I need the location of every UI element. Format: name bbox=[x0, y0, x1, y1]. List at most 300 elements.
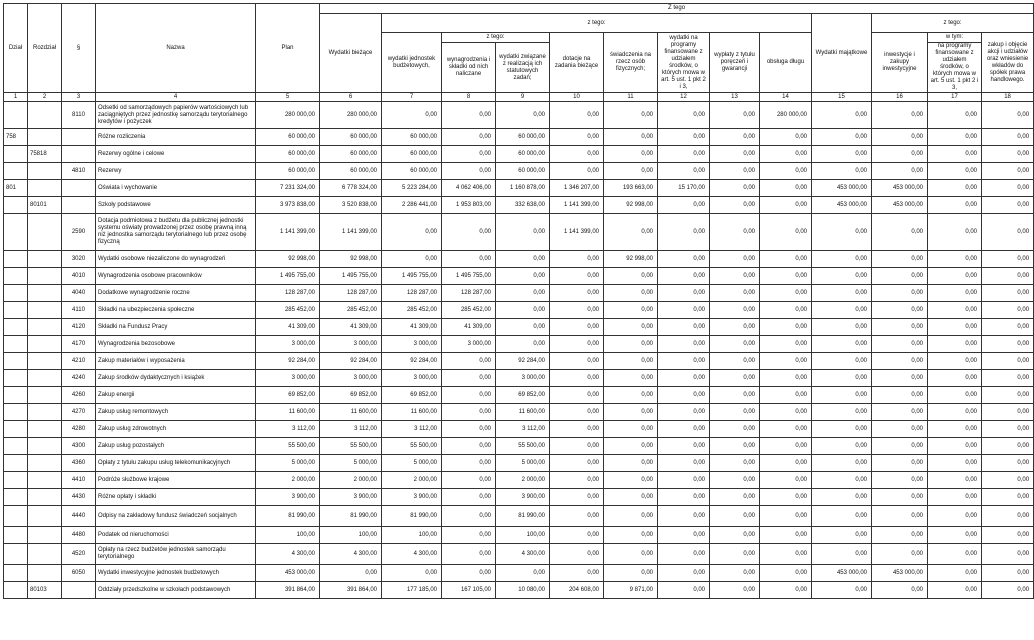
cell-value: 0,00 bbox=[710, 268, 760, 285]
cell-value: 0,00 bbox=[658, 102, 710, 129]
cell-value: 0,00 bbox=[710, 544, 760, 565]
cell-value: 1 495 755,00 bbox=[320, 268, 382, 285]
cell-value: 0,00 bbox=[760, 527, 812, 544]
cell-value: 0,00 bbox=[812, 404, 872, 421]
cell-value: 0,00 bbox=[928, 527, 982, 544]
cell-value: 0,00 bbox=[928, 438, 982, 455]
cell-value: 0,00 bbox=[496, 214, 550, 251]
cell-value: 332 638,00 bbox=[496, 197, 550, 214]
cell-value: 41 309,00 bbox=[442, 319, 496, 336]
cell-value: 0,00 bbox=[812, 319, 872, 336]
header-wydatki-jednostek: wydatki jednostek budżetowych, bbox=[382, 33, 442, 93]
cell-value: 0,00 bbox=[658, 506, 710, 527]
table-row bbox=[4, 582, 1034, 599]
cell-value: 60 000,00 bbox=[320, 163, 382, 180]
cell-value: 5 000,00 bbox=[320, 455, 382, 472]
budget-table-sheet bbox=[3, 3, 1034, 599]
cell-value: 0,00 bbox=[928, 565, 982, 582]
column-number: 12 bbox=[658, 93, 710, 102]
cell-value: 0,00 bbox=[928, 129, 982, 146]
cell-value: 60 000,00 bbox=[382, 163, 442, 180]
cell-value: 0,00 bbox=[382, 565, 442, 582]
cell-value: 0,00 bbox=[872, 214, 928, 251]
cell-value: 0,00 bbox=[928, 506, 982, 527]
cell-nazwa: Wydatki osobowe niezaliczone do wynagrodzeń bbox=[96, 251, 256, 268]
cell-value: 0,00 bbox=[982, 582, 1034, 599]
cell-value: 9 871,00 bbox=[604, 582, 658, 599]
table-row bbox=[4, 506, 1034, 527]
cell-value: 60 000,00 bbox=[256, 163, 320, 180]
cell-value: 0,00 bbox=[710, 180, 760, 197]
cell-value: 0,00 bbox=[710, 527, 760, 544]
cell-value: 0,00 bbox=[812, 489, 872, 506]
cell-value: 0,00 bbox=[872, 302, 928, 319]
cell-value: 0,00 bbox=[710, 404, 760, 421]
cell-value: 453 000,00 bbox=[872, 197, 928, 214]
cell-value: 3 112,00 bbox=[382, 421, 442, 438]
cell-rozdzial bbox=[28, 285, 62, 302]
cell-value: 0,00 bbox=[604, 472, 658, 489]
cell-value: 0,00 bbox=[872, 404, 928, 421]
cell-value: 60 000,00 bbox=[382, 146, 442, 163]
cell-value: 0,00 bbox=[604, 489, 658, 506]
cell-value: 0,00 bbox=[658, 472, 710, 489]
cell-value: 0,00 bbox=[812, 455, 872, 472]
cell-paragraf: 4110 bbox=[62, 302, 96, 319]
cell-value: 0,00 bbox=[760, 404, 812, 421]
cell-value: 0,00 bbox=[550, 163, 604, 180]
cell-value: 0,00 bbox=[604, 544, 658, 565]
cell-value: 3 000,00 bbox=[382, 336, 442, 353]
cell-value: 1 495 755,00 bbox=[256, 268, 320, 285]
cell-value: 0,00 bbox=[982, 565, 1034, 582]
cell-value: 0,00 bbox=[760, 438, 812, 455]
cell-value: 0,00 bbox=[604, 455, 658, 472]
cell-value: 0,00 bbox=[872, 455, 928, 472]
cell-value: 15 170,00 bbox=[658, 180, 710, 197]
cell-value: 41 309,00 bbox=[320, 319, 382, 336]
cell-nazwa: Dotacja podmiotowa z budżetu dla publicznej jednostki systemu oświaty prowadzonej przez osobę prawną inną niż jednostka samorządu terytorialnego lub przez osobę fizyczną bbox=[96, 214, 256, 251]
cell-value: 0,00 bbox=[928, 197, 982, 214]
cell-value: 4 300,00 bbox=[496, 544, 550, 565]
cell-paragraf bbox=[62, 129, 96, 146]
cell-value: 2 000,00 bbox=[382, 472, 442, 489]
cell-value: 0,00 bbox=[982, 455, 1034, 472]
cell-value: 0,00 bbox=[658, 404, 710, 421]
cell-value: 0,00 bbox=[550, 404, 604, 421]
column-number: 1 bbox=[4, 93, 28, 102]
cell-rozdzial bbox=[28, 489, 62, 506]
table-row bbox=[4, 387, 1034, 404]
cell-value: 7 231 324,00 bbox=[256, 180, 320, 197]
cell-value: 69 852,00 bbox=[256, 387, 320, 404]
table-row bbox=[4, 404, 1034, 421]
table-row bbox=[4, 285, 1034, 302]
cell-value: 0,00 bbox=[760, 421, 812, 438]
cell-value: 0,00 bbox=[812, 102, 872, 129]
header-swiadczenia: świadczenia na rzecz osób fizycznych; bbox=[604, 33, 658, 93]
cell-value: 5 223 284,00 bbox=[382, 180, 442, 197]
cell-value: 453 000,00 bbox=[812, 197, 872, 214]
cell-paragraf: 4300 bbox=[62, 438, 96, 455]
cell-nazwa: Rezerwy bbox=[96, 163, 256, 180]
cell-value: 453 000,00 bbox=[872, 180, 928, 197]
cell-value: 0,00 bbox=[658, 268, 710, 285]
cell-value: 0,00 bbox=[658, 544, 710, 565]
cell-value: 0,00 bbox=[658, 527, 710, 544]
cell-value: 3 900,00 bbox=[496, 489, 550, 506]
cell-paragraf: 4480 bbox=[62, 527, 96, 544]
table-row bbox=[4, 180, 1034, 197]
header-wynagrodzenia: wynagrodzenia i składki od nich naliczane bbox=[442, 43, 496, 93]
cell-value: 0,00 bbox=[604, 353, 658, 370]
cell-value: 1 141 399,00 bbox=[320, 214, 382, 251]
cell-value: 0,00 bbox=[760, 472, 812, 489]
cell-value: 0,00 bbox=[760, 268, 812, 285]
cell-value: 0,00 bbox=[872, 163, 928, 180]
cell-value: 0,00 bbox=[928, 370, 982, 387]
cell-value: 0,00 bbox=[550, 146, 604, 163]
cell-value: 3 112,00 bbox=[496, 421, 550, 438]
cell-rozdzial bbox=[28, 404, 62, 421]
cell-rozdzial bbox=[28, 163, 62, 180]
cell-nazwa: Różne opłaty i składki bbox=[96, 489, 256, 506]
cell-value: 1 141 399,00 bbox=[256, 214, 320, 251]
cell-value: 2 000,00 bbox=[496, 472, 550, 489]
cell-value: 1 953 803,00 bbox=[442, 197, 496, 214]
cell-value: 0,00 bbox=[442, 527, 496, 544]
cell-rozdzial bbox=[28, 251, 62, 268]
cell-value: 6 778 324,00 bbox=[320, 180, 382, 197]
cell-value: 0,00 bbox=[812, 353, 872, 370]
cell-nazwa: Wynagrodzenia osobowe pracowników bbox=[96, 268, 256, 285]
header-zakup-objecie: zakup i objęcie akcji i udziałów oraz wniesienie wkładów do spółek prawa handlowego. bbox=[982, 33, 1034, 93]
cell-value: 60 000,00 bbox=[256, 129, 320, 146]
cell-value: 0,00 bbox=[872, 268, 928, 285]
cell-value: 69 852,00 bbox=[320, 387, 382, 404]
cell-value: 3 900,00 bbox=[320, 489, 382, 506]
cell-value: 0,00 bbox=[760, 544, 812, 565]
header-z-tego-biezace: z tego: bbox=[382, 14, 812, 33]
cell-value: 0,00 bbox=[760, 163, 812, 180]
cell-value: 0,00 bbox=[604, 421, 658, 438]
cell-value: 128 287,00 bbox=[320, 285, 382, 302]
cell-nazwa: Rezerwy ogólne i celowe bbox=[96, 146, 256, 163]
cell-nazwa: Podróże służbowe krajowe bbox=[96, 472, 256, 489]
cell-value: 0,00 bbox=[872, 472, 928, 489]
cell-value: 0,00 bbox=[760, 565, 812, 582]
cell-value: 0,00 bbox=[658, 336, 710, 353]
table-row bbox=[4, 146, 1034, 163]
cell-nazwa: Podatek od nieruchomości bbox=[96, 527, 256, 544]
cell-value: 204 608,00 bbox=[550, 582, 604, 599]
cell-value: 0,00 bbox=[928, 336, 982, 353]
cell-rozdzial bbox=[28, 527, 62, 544]
cell-rozdzial bbox=[28, 370, 62, 387]
cell-value: 0,00 bbox=[550, 268, 604, 285]
cell-value: 3 900,00 bbox=[382, 489, 442, 506]
cell-value: 0,00 bbox=[982, 163, 1034, 180]
cell-value: 0,00 bbox=[658, 489, 710, 506]
cell-value: 0,00 bbox=[710, 582, 760, 599]
cell-value: 0,00 bbox=[710, 302, 760, 319]
cell-value: 0,00 bbox=[550, 421, 604, 438]
cell-value: 0,00 bbox=[982, 489, 1034, 506]
cell-value: 0,00 bbox=[872, 129, 928, 146]
cell-value: 0,00 bbox=[710, 146, 760, 163]
cell-value: 128 287,00 bbox=[382, 285, 442, 302]
cell-value: 285 452,00 bbox=[382, 302, 442, 319]
header-rozdzial: Rozdział bbox=[28, 4, 62, 93]
cell-value: 0,00 bbox=[550, 302, 604, 319]
cell-value: 193 663,00 bbox=[604, 180, 658, 197]
cell-value: 0,00 bbox=[320, 565, 382, 582]
cell-value: 0,00 bbox=[658, 302, 710, 319]
cell-paragraf: 6050 bbox=[62, 565, 96, 582]
cell-value: 0,00 bbox=[928, 387, 982, 404]
table-row bbox=[4, 163, 1034, 180]
cell-value: 0,00 bbox=[982, 251, 1034, 268]
cell-value: 0,00 bbox=[872, 544, 928, 565]
cell-value: 0,00 bbox=[382, 251, 442, 268]
cell-value: 0,00 bbox=[760, 489, 812, 506]
cell-value: 0,00 bbox=[812, 214, 872, 251]
cell-value: 0,00 bbox=[760, 302, 812, 319]
cell-value: 0,00 bbox=[442, 214, 496, 251]
column-number: 15 bbox=[812, 93, 872, 102]
cell-value: 92 998,00 bbox=[604, 251, 658, 268]
cell-value: 0,00 bbox=[872, 285, 928, 302]
cell-value: 1 495 755,00 bbox=[442, 268, 496, 285]
cell-value: 0,00 bbox=[928, 489, 982, 506]
cell-paragraf bbox=[62, 582, 96, 599]
cell-value: 0,00 bbox=[442, 455, 496, 472]
cell-value: 1 141 399,00 bbox=[550, 197, 604, 214]
cell-rozdzial bbox=[28, 336, 62, 353]
cell-paragraf: 2590 bbox=[62, 214, 96, 251]
cell-value: 3 000,00 bbox=[442, 336, 496, 353]
cell-value: 0,00 bbox=[550, 544, 604, 565]
cell-value: 0,00 bbox=[982, 180, 1034, 197]
header-dotacje: dotacje na zadania bieżące bbox=[550, 33, 604, 93]
cell-rozdzial bbox=[28, 353, 62, 370]
cell-paragraf: 4810 bbox=[62, 163, 96, 180]
cell-value: 2 000,00 bbox=[256, 472, 320, 489]
cell-dzial bbox=[4, 489, 28, 506]
cell-value: 0,00 bbox=[442, 472, 496, 489]
cell-value: 0,00 bbox=[710, 489, 760, 506]
cell-value: 0,00 bbox=[382, 102, 442, 129]
header-paragraf: § bbox=[62, 4, 96, 93]
cell-value: 0,00 bbox=[760, 582, 812, 599]
cell-rozdzial: 75818 bbox=[28, 146, 62, 163]
header-inwestycje: inwestycje i zakupy inwestycyjne bbox=[872, 33, 928, 93]
cell-value: 0,00 bbox=[928, 353, 982, 370]
cell-value: 0,00 bbox=[760, 370, 812, 387]
cell-value: 0,00 bbox=[442, 370, 496, 387]
cell-value: 0,00 bbox=[982, 146, 1034, 163]
cell-dzial bbox=[4, 336, 28, 353]
cell-dzial bbox=[4, 370, 28, 387]
cell-value: 0,00 bbox=[550, 489, 604, 506]
cell-value: 285 452,00 bbox=[320, 302, 382, 319]
cell-value: 0,00 bbox=[604, 146, 658, 163]
cell-value: 0,00 bbox=[604, 129, 658, 146]
cell-value: 0,00 bbox=[550, 527, 604, 544]
cell-value: 0,00 bbox=[442, 146, 496, 163]
cell-value: 0,00 bbox=[812, 527, 872, 544]
cell-value: 0,00 bbox=[928, 455, 982, 472]
cell-value: 0,00 bbox=[928, 285, 982, 302]
cell-value: 0,00 bbox=[812, 336, 872, 353]
cell-paragraf: 4010 bbox=[62, 268, 96, 285]
cell-rozdzial bbox=[28, 438, 62, 455]
cell-nazwa: Dodatkowe wynagrodzenie roczne bbox=[96, 285, 256, 302]
cell-value: 0,00 bbox=[442, 404, 496, 421]
cell-value: 81 990,00 bbox=[496, 506, 550, 527]
cell-value: 1 160 878,00 bbox=[496, 180, 550, 197]
cell-nazwa: Składki na Fundusz Pracy bbox=[96, 319, 256, 336]
cell-dzial bbox=[4, 146, 28, 163]
cell-value: 0,00 bbox=[812, 582, 872, 599]
cell-value: 3 520 838,00 bbox=[320, 197, 382, 214]
cell-value: 0,00 bbox=[604, 302, 658, 319]
cell-value: 0,00 bbox=[550, 506, 604, 527]
cell-nazwa: Wydatki inwestycyjne jednostek budżetowych bbox=[96, 565, 256, 582]
cell-value: 0,00 bbox=[496, 102, 550, 129]
cell-value: 0,00 bbox=[710, 565, 760, 582]
header-wydatki-majatkowe: Wydatki majątkowe bbox=[812, 14, 872, 93]
budget-table bbox=[3, 3, 1034, 599]
cell-paragraf: 4280 bbox=[62, 421, 96, 438]
cell-value: 0,00 bbox=[442, 438, 496, 455]
cell-value: 3 900,00 bbox=[256, 489, 320, 506]
cell-value: 0,00 bbox=[382, 214, 442, 251]
cell-value: 0,00 bbox=[604, 268, 658, 285]
cell-value: 0,00 bbox=[658, 387, 710, 404]
cell-value: 0,00 bbox=[442, 353, 496, 370]
cell-value: 0,00 bbox=[442, 565, 496, 582]
cell-value: 0,00 bbox=[442, 544, 496, 565]
cell-value: 391 864,00 bbox=[256, 582, 320, 599]
cell-value: 0,00 bbox=[604, 506, 658, 527]
cell-value: 2 286 441,00 bbox=[382, 197, 442, 214]
cell-value: 4 300,00 bbox=[382, 544, 442, 565]
cell-value: 0,00 bbox=[442, 387, 496, 404]
cell-value: 5 000,00 bbox=[382, 455, 442, 472]
cell-dzial bbox=[4, 197, 28, 214]
cell-value: 0,00 bbox=[928, 214, 982, 251]
cell-value: 60 000,00 bbox=[496, 146, 550, 163]
cell-value: 4 062 406,00 bbox=[442, 180, 496, 197]
cell-value: 0,00 bbox=[872, 319, 928, 336]
cell-value: 0,00 bbox=[710, 472, 760, 489]
cell-value: 0,00 bbox=[760, 214, 812, 251]
column-number-row bbox=[4, 93, 1034, 102]
cell-rozdzial bbox=[28, 302, 62, 319]
cell-value: 0,00 bbox=[710, 370, 760, 387]
cell-value: 0,00 bbox=[604, 527, 658, 544]
cell-nazwa: Oświata i wychowanie bbox=[96, 180, 256, 197]
table-row bbox=[4, 102, 1034, 129]
cell-rozdzial bbox=[28, 544, 62, 565]
cell-value: 0,00 bbox=[710, 336, 760, 353]
cell-paragraf: 4040 bbox=[62, 285, 96, 302]
cell-value: 0,00 bbox=[982, 404, 1034, 421]
cell-paragraf: 4240 bbox=[62, 370, 96, 387]
cell-value: 60 000,00 bbox=[320, 146, 382, 163]
header-z-tego-top: Z tego bbox=[320, 4, 1034, 14]
cell-dzial: 758 bbox=[4, 129, 28, 146]
cell-value: 0,00 bbox=[928, 146, 982, 163]
cell-value: 0,00 bbox=[982, 129, 1034, 146]
cell-value: 0,00 bbox=[550, 336, 604, 353]
cell-value: 0,00 bbox=[550, 370, 604, 387]
cell-value: 0,00 bbox=[872, 146, 928, 163]
cell-value: 0,00 bbox=[812, 129, 872, 146]
cell-value: 0,00 bbox=[710, 197, 760, 214]
cell-value: 0,00 bbox=[710, 438, 760, 455]
cell-value: 0,00 bbox=[928, 421, 982, 438]
cell-value: 0,00 bbox=[872, 489, 928, 506]
cell-value: 0,00 bbox=[496, 319, 550, 336]
table-row bbox=[4, 214, 1034, 251]
cell-paragraf: 4270 bbox=[62, 404, 96, 421]
cell-value: 0,00 bbox=[658, 214, 710, 251]
cell-value: 0,00 bbox=[604, 370, 658, 387]
cell-rozdzial bbox=[28, 472, 62, 489]
column-number: 7 bbox=[382, 93, 442, 102]
cell-value: 0,00 bbox=[760, 180, 812, 197]
cell-value: 0,00 bbox=[812, 251, 872, 268]
cell-paragraf: 4210 bbox=[62, 353, 96, 370]
cell-value: 0,00 bbox=[812, 302, 872, 319]
cell-rozdzial bbox=[28, 387, 62, 404]
cell-value: 0,00 bbox=[442, 251, 496, 268]
cell-value: 453 000,00 bbox=[256, 565, 320, 582]
cell-dzial bbox=[4, 506, 28, 527]
cell-value: 41 309,00 bbox=[382, 319, 442, 336]
cell-dzial bbox=[4, 565, 28, 582]
cell-value: 92 284,00 bbox=[496, 353, 550, 370]
cell-paragraf: 4120 bbox=[62, 319, 96, 336]
cell-value: 4 300,00 bbox=[320, 544, 382, 565]
cell-value: 0,00 bbox=[760, 387, 812, 404]
cell-value: 0,00 bbox=[496, 268, 550, 285]
header-wydatki-programy: wydatki na programy finansowane z udziałem środków, o których mowa w art. 5 ust. 1 pkt 2 i 3, bbox=[658, 33, 710, 93]
cell-value: 0,00 bbox=[710, 455, 760, 472]
cell-value: 0,00 bbox=[872, 506, 928, 527]
column-number: 10 bbox=[550, 93, 604, 102]
cell-value: 0,00 bbox=[550, 387, 604, 404]
cell-value: 0,00 bbox=[928, 268, 982, 285]
cell-paragraf: 4260 bbox=[62, 387, 96, 404]
cell-value: 0,00 bbox=[982, 319, 1034, 336]
cell-value: 0,00 bbox=[496, 336, 550, 353]
cell-value: 0,00 bbox=[658, 285, 710, 302]
cell-value: 92 284,00 bbox=[382, 353, 442, 370]
table-row bbox=[4, 336, 1034, 353]
cell-value: 3 000,00 bbox=[496, 370, 550, 387]
cell-value: 0,00 bbox=[812, 146, 872, 163]
cell-value: 0,00 bbox=[658, 582, 710, 599]
cell-dzial bbox=[4, 527, 28, 544]
cell-value: 3 112,00 bbox=[256, 421, 320, 438]
table-row bbox=[4, 438, 1034, 455]
cell-value: 60 000,00 bbox=[320, 129, 382, 146]
cell-dzial bbox=[4, 421, 28, 438]
cell-value: 128 287,00 bbox=[256, 285, 320, 302]
